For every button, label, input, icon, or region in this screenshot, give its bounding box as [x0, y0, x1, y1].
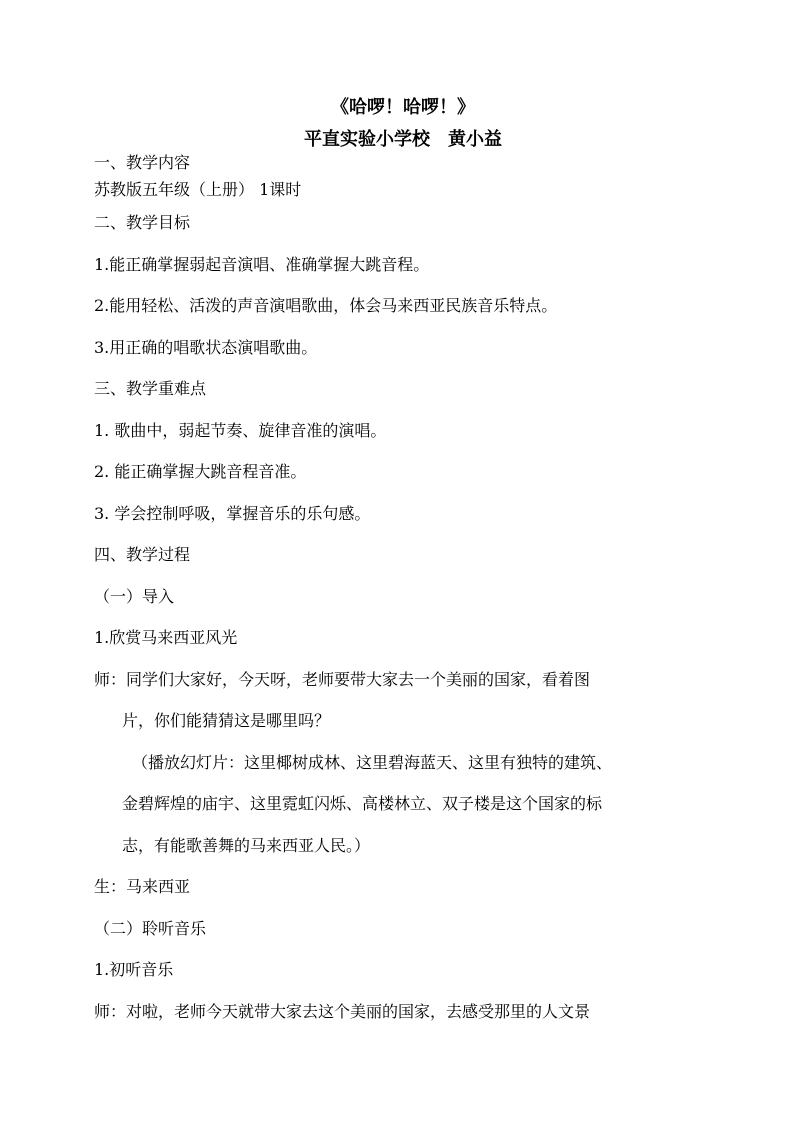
author-line: 平直实验小学校 黄小益	[304, 129, 502, 150]
difficulty-item: 2. 能正确掌握大跳音程音准。	[94, 462, 307, 481]
subsection-heading-listening: （二）聆听音乐	[94, 919, 207, 938]
section-heading-process: 四、教学过程	[94, 545, 191, 564]
document-title: 《哈啰！哈啰！》	[331, 97, 475, 118]
goal-item: 3.用正确的唱歌状态演唱歌曲。	[94, 338, 318, 357]
content-text: 苏教版五年级（上册） 1课时	[94, 180, 302, 199]
step-heading: 1.初听音乐	[94, 960, 174, 979]
goal-item: 2.能用轻松、活泼的声音演唱歌曲，体会马来西亚民族音乐特点。	[94, 296, 558, 315]
step-heading: 1.欣赏马来西亚风光	[94, 628, 238, 647]
section-heading-difficulties: 三、教学重难点	[94, 379, 207, 398]
section-heading-goals: 二、教学目标	[94, 213, 191, 232]
slide-description-continued: 金碧辉煌的庙宇、这里霓虹闪烁、高楼林立、双子楼是这个国家的标	[122, 794, 603, 813]
section-heading-content: 一、教学内容	[94, 153, 191, 172]
teacher-dialogue: 师：对啦，老师今天就带大家去这个美丽的国家，去感受那里的人文景	[94, 1002, 591, 1021]
teacher-dialogue-continued: 片，你们能猜猜这是哪里吗？	[122, 711, 331, 730]
difficulty-item: 3. 学会控制呼吸，掌握音乐的乐句感。	[94, 504, 371, 523]
student-response: 生：马来西亚	[94, 877, 191, 896]
slide-description-continued: 志，有能歌善舞的马来西亚人民。）	[122, 836, 371, 855]
goal-item: 1.能正确掌握弱起音演唱、准确掌握大跳音程。	[94, 255, 430, 274]
teacher-dialogue: 师：同学们大家好，今天呀，老师要带大家去一个美丽的国家，看着图	[94, 670, 591, 689]
slide-description: （播放幻灯片：这里椰树成林、这里碧海蓝天、这里有独特的建筑、	[132, 753, 613, 772]
difficulty-item: 1. 歌曲中，弱起节奏、旋律音准的演唱。	[94, 421, 387, 440]
subsection-heading-intro: （一）导入	[94, 587, 175, 606]
